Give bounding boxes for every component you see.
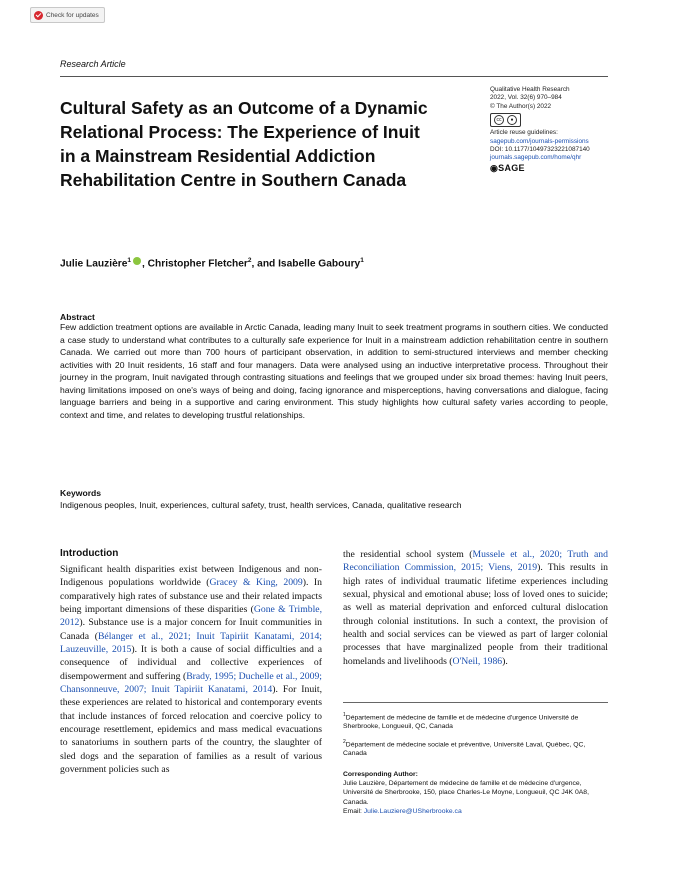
journal-volume: 2022, Vol. 32(6) 970–984 [490, 94, 562, 102]
check-for-updates-button[interactable] [30, 7, 105, 23]
introduction-heading: Introduction [60, 548, 119, 559]
reuse-guidelines-label: Article reuse guidelines: [490, 129, 558, 137]
abstract-text: Few addiction treatment options are available in Arctic Canada, leading many Inuit to seek treatment programs in southern cities. We conducted a case study to understand what contributes to a culturally safe experience for Inuit in a mainstream addiction rehabilitation centre in southern Canada. We carried out more than 700 hours of participant observation, in addition to semi-structured interviews and member checking activities with 20 Inuit residents, 16 staff and four managers. Data were analysed using an inductive interpretative process. Throughout their journey in the program, Inuit navigated through contrasting situations and feelings that we grouped under six broad themes: having Inuit peers, having limitations imposed on one's ways of being and doing, facing ignorance and misperceptions, having conversations and dialogue, facing language barriers and being in a supportive and caring environment. This study highlights how cultural safety varies according to people, context and time, and relates to developing trustful relationships. [60, 322, 608, 420]
check-updates-icon [34, 11, 43, 20]
journal-copyright: © The Author(s) 2022 [490, 102, 552, 110]
citation-link[interactable]: O'Neil, 1986 [452, 655, 503, 667]
citation-link[interactable]: Bélanger et al., 2021; Inuit Tapiriit Kanatami, 2014; Lauzeuville, 2015 [60, 630, 322, 656]
author-list: Julie Lauzière$^1$ , Christopher Fletcher$^2$, and Isabelle Gaboury$^1$ [60, 257, 364, 270]
keywords-heading: Keywords [60, 488, 102, 498]
doi[interactable]: DOI: 10.1177/10497323221087140 [490, 146, 590, 154]
citation-link[interactable]: Brady, 1995; Duchelle et al., 2009; Chansonneuve, 2007; Inuit Tapiriit Kanatami, 2014 [60, 670, 322, 696]
email-link[interactable]: Julie.Lauziere@USherbrooke.ca [363, 807, 462, 815]
corresponding-author [343, 770, 608, 816]
footnote-divider [343, 702, 608, 703]
email-label: Email: [343, 807, 364, 815]
abstract-heading: Abstract [60, 312, 95, 322]
citation-link[interactable]: Gone & Trimble, 2012 [60, 604, 322, 629]
journal-name: Qualitative Health Research [490, 86, 570, 93]
introduction-column-1: Significant health disparities exist between Indigenous and non-Indigenous populations worldwide (Gracey & King, 2009). In comparatively high rates of substance use and their related impacts being important dimensions of these disparities (Gone & Trimble, 2012). Substance use is a major concern for Inuit communities in Canada (Bélanger et al., 2021; Inuit Tapiriit Kanatami, 2014; Lauzeuville, 2015). It is both a cause of social difficulties and a consequence of individual and collective experiences of disempowerment and suffering (Brady, 1995; Duchelle et al., 2009; Chansonneuve, 2007; Inuit Tapiriit Kanatami, 2014). For Inuit, these experiences are related to historical and contemporary events that include instances of forced relocation and coercive policy to encourage resettlement, epidemics and mass medical evacuations to sanatoriums in southern parts of the country, the slaughter of sled dogs and the separation of families as a result of various government policies such as [60, 564, 323, 776]
publisher-logo: ◉SAGE [490, 162, 525, 173]
corresponding-author-address: Julie Lauzière, Département de médecine de famille et de médecine d'urgence, Université de Sherbrooke, 150, place Charles-Le Moyne, Longueuil, QC J4K 0A8, Canada. [343, 780, 589, 806]
journal-info [490, 86, 620, 172]
journal-home-link[interactable]: journals.sagepub.com/home/qhr [490, 154, 582, 162]
affiliation-1: $^1$Département de médecine de famille et de médecine d'urgence Université de Sherbrooke, Longueuil, QC, Canada [343, 712, 579, 731]
citation-link[interactable]: Gracey & King, 2009 [209, 577, 303, 589]
article-title: Cultural Safety as an Outcome of a Dynamic Relational Process: The Experience of Inuit in a Mainstream Residential Addiction Rehabilitation Centre in Southern Canada [60, 98, 428, 190]
check-updates-label: Check for updates [46, 11, 99, 19]
author-3[interactable]: , and Isabelle Gaboury [251, 258, 361, 270]
author-1[interactable]: Julie Lauzière [60, 258, 128, 270]
creative-commons-icon[interactable] [490, 113, 521, 127]
article-type: Research Article [60, 59, 126, 69]
cc-label: cc [494, 115, 504, 125]
permissions-link[interactable]: sagepub.com/journals-permissions [490, 137, 589, 145]
citation-link[interactable]: Mussele et al., 2020; Truth and Reconciliation Commission, 2015; Viens, 2019 [343, 549, 608, 574]
orcid-icon[interactable] [133, 257, 141, 265]
cc-person-icon: ● [507, 115, 517, 125]
corresponding-author-heading: Corresponding Author: [343, 771, 418, 778]
author-2[interactable]: , Christopher Fletcher [142, 258, 248, 270]
keywords-text: Indigenous peoples, Inuit, experiences, cultural safety, trust, health services, Canada, qualitative research [60, 500, 462, 510]
introduction-column-2: the residential school system (Mussele et al., 2020; Truth and Reconciliation Commission, 2015; Viens, 2019). This results in high rates of individual traumatic lifetime experiences including sexual, physical and emotional abuse; loss of loved ones to suicide; as well as material deprivation and enforced cultural dislocation through colonial institutions. In such a context, the provision of health and social services can be viewed as part of larger colonial processes that have marginalized people from their traditional homelands and livelihoods (O'Neil, 1986). [343, 549, 609, 667]
affiliation-2: $^2$Département de médecine sociale et préventive, Université Laval, Québec, QC, Canada [343, 739, 586, 758]
header-divider [60, 76, 608, 77]
